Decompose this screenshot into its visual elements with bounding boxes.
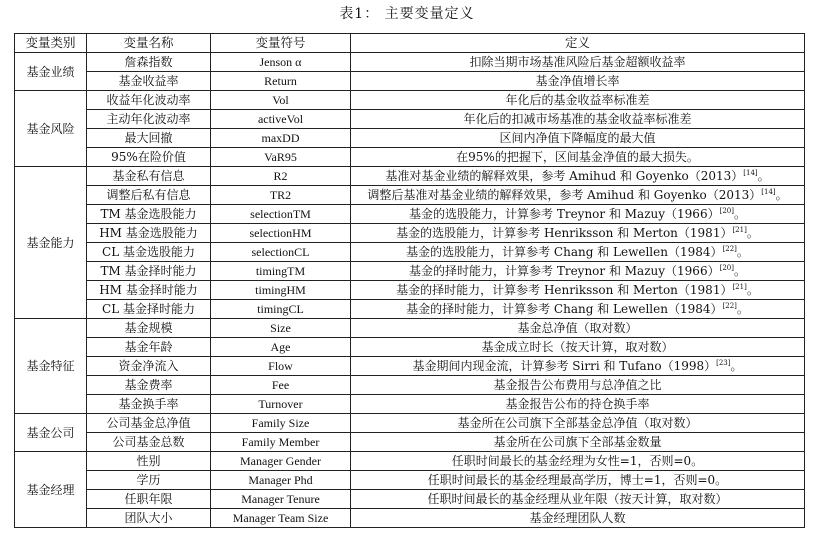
category-cell: 基金经理 [15,452,87,528]
variable-name-cell: 团队大小 [87,509,211,528]
definition-text: 基金所在公司旗下全部基金总净值（取对数） [457,416,698,430]
variable-symbol-cell: timingTM [211,262,351,281]
citation-ref: [20] [719,264,734,272]
variable-name-cell: 资金净流入 [87,357,211,376]
variable-name-cell: 收益年化波动率 [87,91,211,110]
variable-name-cell: 最大回撤 [87,129,211,148]
citation-ref: [21] [732,283,747,291]
table-row [15,395,805,414]
variable-symbol-cell: maxDD [211,129,351,148]
variable-symbol-cell: Turnover [211,395,351,414]
category-cell: 基金业绩 [15,53,87,91]
definition-text: 基金净值增长率 [535,74,620,88]
variable-name-cell: 基金规模 [87,319,211,338]
variable-name-cell: 基金收益率 [87,72,211,91]
definition-cell [351,167,805,186]
definition-text: 基金的选股能力，计算参考 Treynor 和 Mazuy（1966） [409,207,720,221]
definition-cell [351,509,805,528]
table-title: 表1： 主要变量定义 [339,6,475,22]
citation-ref: [23] [716,359,731,367]
table-row [15,471,805,490]
header-name: 变量名称 [87,34,211,53]
variable-name-cell: 公司基金总数 [87,433,211,452]
variable-symbol-cell: Manager Tenure [211,490,351,509]
variable-name-cell: 学历 [87,471,211,490]
definition-text: 基金的选股能力，计算参考 Henriksson 和 Merton（1981） [396,226,733,240]
table-row [15,300,805,319]
definition-text: 基准对基金业绩的解释效果，参考 Amihud 和 Goyenko（2013） [385,169,744,183]
definition-cell [351,376,805,395]
variable-name-cell: 95%在险价值 [87,148,211,167]
citation-ref: [21] [732,226,747,234]
definition-cell [351,110,805,129]
definition-text: 调整后基准对基金业绩的解释效果，参考 Amihud 和 Goyenko（2013） [367,188,762,202]
table-row [15,281,805,300]
variable-symbol-cell: Manager Gender [211,452,351,471]
variable-name-cell: 性别 [87,452,211,471]
variable-name-cell: CL 基金择时能力 [87,300,211,319]
table-row [15,243,805,262]
variable-name-cell: 詹森指数 [87,53,211,72]
definition-cell [351,433,805,452]
table-body [15,53,805,528]
table-row [15,72,805,91]
definition-text: 区间内净值下降幅度的最大值 [499,131,656,145]
definition-cell [351,281,805,300]
definition-cell [351,243,805,262]
table-row [15,338,805,357]
definition-cell [351,452,805,471]
definition-text: 在95%的把握下，区间基金净值的最大损失。 [456,150,699,164]
definition-tail: 。 [736,302,749,316]
header-row [15,34,805,53]
variable-symbol-cell: timingCL [211,300,351,319]
definition-text: 基金总净值（取对数） [517,321,638,335]
variable-symbol-cell: Return [211,72,351,91]
table-row [15,357,805,376]
variable-symbol-cell: Family Size [211,414,351,433]
definition-cell [351,262,805,281]
table-row [15,110,805,129]
category-cell: 基金风险 [15,91,87,167]
definition-cell [351,471,805,490]
category-cell: 基金公司 [15,414,87,452]
definition-text: 基金期间内现金流，计算参考 Sirri 和 Tufano（1998） [412,359,717,373]
table-row [15,452,805,471]
table-row [15,319,805,338]
definition-cell [351,300,805,319]
variable-symbol-cell: selectionTM [211,205,351,224]
table-row [15,414,805,433]
definition-text: 基金报告公布的持仓换手率 [505,397,650,411]
variable-symbol-cell: VaR95 [211,148,351,167]
category-cell: 基金能力 [15,167,87,319]
definition-cell [351,205,805,224]
table-row [15,91,805,110]
variable-name-cell: HM 基金选股能力 [87,224,211,243]
definition-cell [351,186,805,205]
variable-symbol-cell: selectionHM [211,224,351,243]
table-row [15,129,805,148]
variable-symbol-cell: Manager Phd [211,471,351,490]
definition-cell [351,129,805,148]
variable-symbol-cell: Fee [211,376,351,395]
header-symbol: 变量符号 [211,34,351,53]
variable-symbol-cell: timingHM [211,281,351,300]
definition-text: 基金的择时能力，计算参考 Chang 和 Lewellen（1984） [406,302,723,316]
variable-name-cell: 主动年化波动率 [87,110,211,129]
header-definition: 定义 [351,34,805,53]
definition-text: 基金成立时长（按天计算，取对数） [481,340,674,354]
table-row [15,509,805,528]
definition-cell [351,490,805,509]
variable-name-cell: TM 基金择时能力 [87,262,211,281]
definition-text: 基金的择时能力，计算参考 Henriksson 和 Merton（1981） [396,283,733,297]
definition-cell [351,414,805,433]
variable-symbol-cell: selectionCL [211,243,351,262]
table-row [15,490,805,509]
definition-tail: 。 [757,169,770,183]
variable-symbol-cell: Manager Team Size [211,509,351,528]
definition-text: 年化后的扣减市场基准的基金收益率标准差 [463,112,692,126]
citation-ref: [22] [722,302,737,310]
citation-ref: [14] [743,169,758,177]
variable-symbol-cell: Jenson α [211,53,351,72]
variable-name-cell: 基金年龄 [87,338,211,357]
definition-text: 基金的选股能力，计算参考 Chang 和 Lewellen（1984） [406,245,723,259]
definition-text: 任职时间最长的基金经理为女性=1，否则=0。 [451,454,704,468]
definition-tail: 。 [733,207,746,221]
definition-cell [351,53,805,72]
definition-cell [351,224,805,243]
variable-symbol-cell: R2 [211,167,351,186]
definition-cell [351,395,805,414]
variable-name-cell: 基金费率 [87,376,211,395]
table-row [15,167,805,186]
variable-symbol-cell: Family Member [211,433,351,452]
table-row [15,224,805,243]
definition-tail: 。 [775,188,788,202]
definition-cell [351,338,805,357]
table-row [15,205,805,224]
table-row [15,262,805,281]
variable-name-cell: CL 基金选股能力 [87,243,211,262]
variable-name-cell: 基金换手率 [87,395,211,414]
definition-tail: 。 [746,283,759,297]
citation-ref: [22] [722,245,737,253]
variable-symbol-cell: Age [211,338,351,357]
definition-tail: 。 [733,264,746,278]
variable-name-cell: 任职年限 [87,490,211,509]
definition-text: 基金所在公司旗下全部基金数量 [493,435,662,449]
variable-name-cell: 基金私有信息 [87,167,211,186]
definition-cell [351,319,805,338]
table-row [15,433,805,452]
definition-text: 扣除当期市场基准风险后基金超额收益率 [469,55,686,69]
citation-ref: [14] [761,188,776,196]
definition-text: 基金报告公布费用与总净值之比 [493,378,662,392]
definition-text: 任职时间最长的基金经理从业年限（按天计算，取对数） [427,492,728,506]
variable-name-cell: TM 基金选股能力 [87,205,211,224]
citation-ref: [20] [719,207,734,215]
variable-name-cell: 公司基金总净值 [87,414,211,433]
variable-symbol-cell: Flow [211,357,351,376]
definition-text: 基金经理团队人数 [529,511,626,525]
variable-symbol-cell: TR2 [211,186,351,205]
definition-cell [351,91,805,110]
table-row [15,186,805,205]
variable-symbol-cell: Vol [211,91,351,110]
variable-symbol-cell: activeVol [211,110,351,129]
definition-text: 任职时间最长的基金经理最高学历，博士=1，否则=0。 [427,473,728,487]
definition-tail: 。 [730,359,743,373]
definition-tail: 。 [736,245,749,259]
definition-cell [351,148,805,167]
table-row [15,148,805,167]
category-cell: 基金特征 [15,319,87,414]
definition-tail: 。 [746,226,759,240]
table-row [15,53,805,72]
definition-text: 年化后的基金收益率标准差 [505,93,650,107]
variable-symbol-cell: Size [211,319,351,338]
header-category: 变量类别 [15,34,87,53]
table-row [15,376,805,395]
variable-name-cell: 调整后私有信息 [87,186,211,205]
definition-cell [351,72,805,91]
definition-text: 基金的择时能力，计算参考 Treynor 和 Mazuy（1966） [409,264,720,278]
variable-definition-table [14,33,805,528]
definition-cell [351,357,805,376]
variable-name-cell: HM 基金择时能力 [87,281,211,300]
